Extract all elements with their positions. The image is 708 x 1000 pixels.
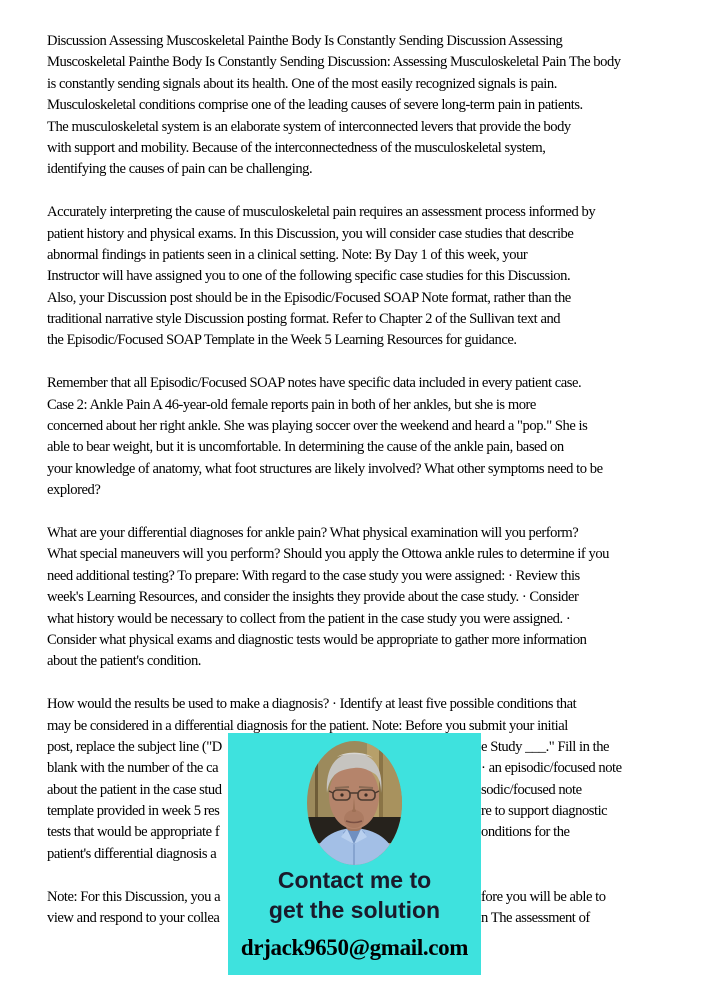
text-line: traditional narrative style Discussion posting format. Refer to Chapter 2 of the Sullivan text and xyxy=(47,311,561,328)
text-line: able to bear weight, but it is uncomfortable. In determining the cause of the ankle pain, based on xyxy=(47,439,564,456)
text-line: Muscoskeletal Painthe Body Is Constantly Sending Discussion: Assessing Musculoskeletal Pain The body xyxy=(47,54,621,71)
tutor-photo xyxy=(307,741,402,865)
text-line: explored? xyxy=(47,482,101,499)
text-fragment-right: sodic/focused note xyxy=(481,781,582,798)
paragraph xyxy=(47,523,677,673)
text-fragment-left: post, replace the subject line ("D xyxy=(47,738,222,755)
text-line: is constantly sending signals about its health. One of the most easily recognized signals is pain. xyxy=(47,75,557,92)
text-fragment-right: fore you will be able to xyxy=(481,888,606,905)
text-line: what history would be necessary to collect from the patient in the case study you were assigned. · xyxy=(47,610,571,627)
text-fragment-left: blank with the number of the ca xyxy=(47,760,219,777)
text-line: What are your differential diagnoses for ankle pain? What physical examination will you perform? xyxy=(47,524,579,541)
text-line: abnormal findings in patients seen in a clinical setting. Note: By Day 1 of this week, your xyxy=(47,246,528,263)
text-line: Musculoskeletal conditions comprise one of the leading causes of severe long-term pain in patients. xyxy=(47,97,583,114)
text-line: Case 2: Ankle Pain A 46-year-old female reports pain in both of her ankles, but she is more xyxy=(47,396,536,413)
text-fragment-right: · an episodic/focused note xyxy=(481,760,622,777)
text-fragment-left: template provided in week 5 res xyxy=(47,803,220,820)
text-line: Accurately interpreting the cause of musculoskeletal pain requires an assessment process informed by xyxy=(47,204,596,221)
paragraph xyxy=(47,373,677,501)
text-fragment-right: onditions for the xyxy=(481,824,570,841)
elderly-man-portrait-photo xyxy=(307,741,402,865)
text-fragment-left: about the patient in the case stud xyxy=(47,781,222,798)
text-line: may be considered in a differential diagnosis for the patient. Note: Before you submit your initial xyxy=(47,717,568,734)
paragraph xyxy=(47,202,677,352)
text-line: patient history and physical exams. In this Discussion, you will consider case studies that describe xyxy=(47,225,574,242)
text-line: Instructor will have assigned you to one of the following specific case studies for this Discussion. xyxy=(47,268,571,285)
text-line: identifying the causes of pain can be challenging. xyxy=(47,161,313,178)
text-line: need additional testing? To prepare: With regard to the case study you were assigned: · Review this xyxy=(47,567,580,584)
ad-headline xyxy=(228,865,481,925)
text-line: Remember that all Episodic/Focused SOAP notes have specific data included in every patient case. xyxy=(47,375,582,392)
text-line: How would the results be used to make a diagnosis? · Identify at least five possible conditions that xyxy=(47,696,577,713)
text-fragment-left: tests that would be appropriate f xyxy=(47,824,220,841)
text-line: your knowledge of anatomy, what foot structures are likely involved? What other symptoms need to be xyxy=(47,460,603,477)
text-line: about the patient's condition. xyxy=(47,653,201,670)
text-fragment-right: e Study ___." Fill in the xyxy=(481,738,610,755)
paragraph xyxy=(47,31,677,181)
text-fragment-right: re to support diagnostic xyxy=(481,803,608,820)
text-fragment-left: view and respond to your collea xyxy=(47,910,220,927)
text-fragment-left: patient's differential diagnosis a xyxy=(47,845,217,862)
text-line: concerned about her right ankle. She was playing soccer over the weekend and heard a "pop." She is xyxy=(47,418,588,435)
text-line: the Episodic/Focused SOAP Template in the Week 5 Learning Resources for guidance. xyxy=(47,332,517,349)
text-line: Consider what physical exams and diagnostic tests would be appropriate to gather more information xyxy=(47,631,587,648)
text-line: week's Learning Resources, and consider the insights they provide about the case study. · Consider xyxy=(47,589,579,606)
text-line: Discussion Assessing Muscoskeletal Painthe Body Is Constantly Sending Discussion Assessing xyxy=(47,33,563,49)
text-fragment-left: Note: For this Discussion, you a xyxy=(47,888,221,905)
ad-headline-line2: get the solution xyxy=(268,897,441,923)
ad-email: drjack9650@gmail.com xyxy=(240,935,469,960)
text-line: The musculoskeletal system is an elaborate system of interconnected levers that provide the body xyxy=(47,118,571,135)
solution-ad-overlay xyxy=(228,733,481,975)
text-fragment-right: n The assessment of xyxy=(481,910,590,927)
text-line: Also, your Discussion post should be in the Episodic/Focused SOAP Note format, rather than the xyxy=(47,289,571,306)
text-line: with support and mobility. Because of the interconnectedness of the musculoskeletal system, xyxy=(47,139,546,156)
ad-headline-line1: Contact me to xyxy=(277,867,432,893)
text-line: What special maneuvers will you perform? Should you apply the Ottowa ankle rules to determine if you xyxy=(47,546,609,563)
